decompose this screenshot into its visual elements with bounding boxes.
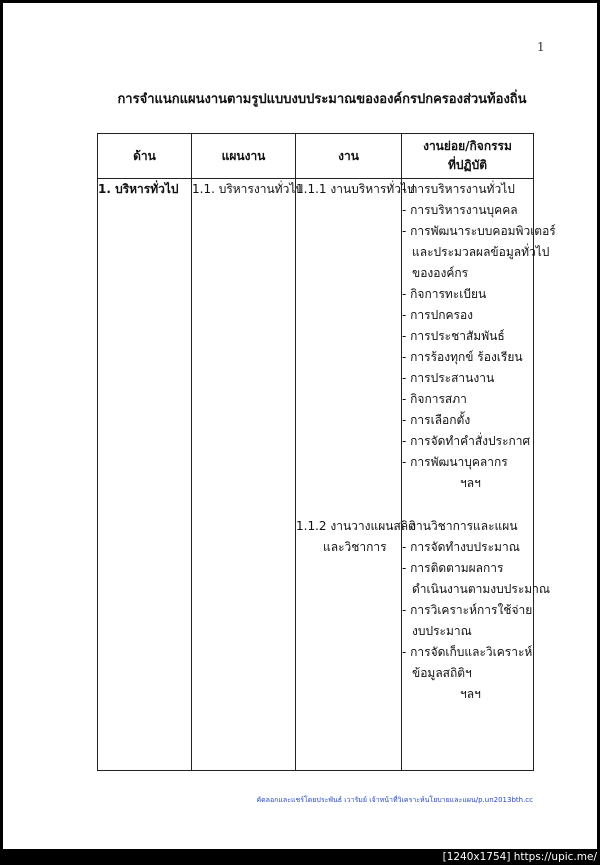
activity-item: - การจัดทำคำสั่งประกาศ [402, 434, 531, 448]
activity-item: - การจัดเก็บและวิเคราะห์ [402, 644, 533, 659]
activity-item: - กิจการสภา [402, 392, 467, 406]
activity-item: - การประชาสัมพันธ์ [402, 329, 505, 343]
activity-etc: ฯลฯ [460, 686, 481, 701]
header-activity-line1: งานย่อย/กิจกรรม [423, 139, 512, 153]
work-cell [296, 516, 416, 771]
footer-credit: คัดลอกและแชร์โดยประพันธ์ เวารัมย์ เจ้าหน้าที่วิเคราะห์นโยบายและแผน/p.un2013bth.cc [256, 796, 533, 804]
document-page [3, 3, 597, 849]
activity-item: - การเลือกตั้ง [402, 413, 471, 427]
header-activity-line2: ที่ปฏิบัติ [448, 158, 487, 172]
activity-item: - กิจการทะเบียน [402, 287, 487, 301]
table-row [98, 179, 534, 516]
side-cell [98, 179, 192, 771]
activity-item-continuation: และประมวลผลข้อมูลทั่วไป [412, 245, 550, 259]
page-title: การจำแนกแผนงานตามรูปแบบงบประมาณขององค์กรปกครองส่วนท้องถิ่น [117, 92, 527, 107]
activity-cell [402, 516, 551, 771]
table-header-row [98, 134, 534, 179]
activity-item: - การประสานงาน [402, 371, 495, 385]
header-side: ด้าน [98, 134, 192, 179]
activity-item-continuation: งบประมาณ [412, 623, 472, 638]
work-cell [296, 179, 415, 516]
activity-item-continuation: ข้อมูลสถิติฯ [412, 665, 472, 680]
activity-etc: ฯลฯ [460, 476, 481, 490]
activity-item-continuation: ขององค์กร [412, 266, 469, 280]
image-size-caption: [1240x1754] https://upic.me/ [442, 851, 597, 863]
work-title: 1.1.2 งานวางแผนสถิติ [296, 518, 416, 533]
activity-item: - การบริหารงานบุคคล [402, 203, 518, 217]
activity-item: - การติดตามผลการ [402, 560, 504, 575]
activity-item-continuation: ดำเนินงานตามงบประมาณ [412, 581, 551, 596]
activity-item: - การพัฒนาระบบคอมพิวเตอร์ [402, 224, 556, 238]
side-label: 1. บริหารทั่วไป [98, 182, 179, 196]
header-work: งาน [296, 134, 402, 179]
activity-cell [402, 179, 556, 516]
plan-cell [192, 179, 303, 771]
work-title: 1.1.1 งานบริหารทั่วไป [296, 182, 415, 196]
activity-item: - การร้องทุกข์ ร้องเรียน [402, 350, 523, 364]
activity-item: - การพัฒนาบุคลากร [402, 455, 508, 469]
budget-plan-table [97, 133, 556, 771]
header-plan: แผนงาน [192, 134, 296, 179]
activity-item: - การวิเคราะห์การใช้จ่าย [402, 602, 533, 617]
activity-item: - การบริหารงานทั่วไป [402, 182, 515, 196]
activity-item: - การปกครอง [402, 308, 474, 322]
activity-item: - การจัดทำงบประมาณ [402, 539, 520, 554]
work-title-continuation: และวิชาการ [323, 539, 387, 554]
header-activity [402, 134, 534, 179]
plan-label: 1.1. บริหารงานทั่วไป [192, 182, 303, 196]
page-number: 1 [537, 40, 545, 54]
activity-item: - งานวิชาการและแผน [402, 518, 518, 533]
